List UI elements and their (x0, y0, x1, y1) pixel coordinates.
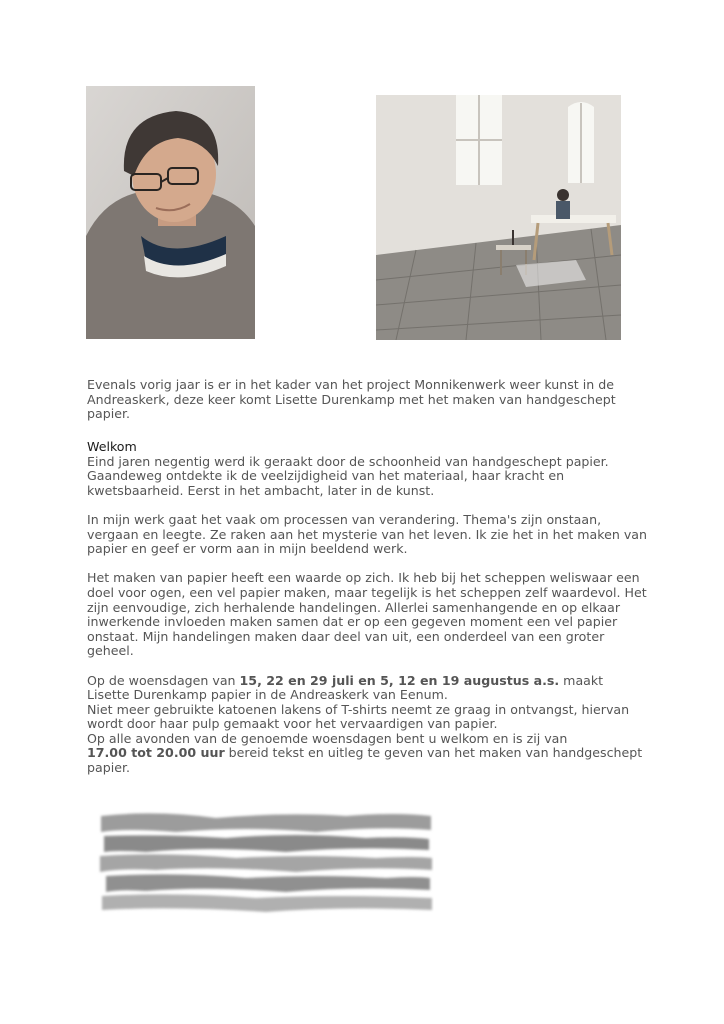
schedule-post-times: bereid tekst en uitleg te geven van het maken van handgeschept papier. (87, 745, 643, 776)
intro-text: Evenals vorig jaar is er in het kader van het project Monnikenwerk weer kunst in de Andreaskerk, deze keer komt Lisette Durenkamp met het maken van handgeschept papier. (87, 377, 616, 422)
portrait-photo-icon (86, 86, 255, 339)
schedule-line-2: Niet meer gebruikte katoenen lakens of T-shirts neemt ze graag in ontvangst, hiervan wordt door haar pulp gemaakt voor het vervaardigen van papier. (87, 701, 630, 732)
paragraph-2: In mijn werk gaat het vaak om processen van verandering. Thema's zijn onstaan, vergaan en leegte. Ze raken aan het mysterie van het leven. Ik zie het in het maken van papier en geef er vorm aan in mijn beeldend werk. (87, 511, 647, 557)
schedule-paragraph (87, 674, 647, 776)
church-interior-icon (376, 95, 621, 340)
schedule-line-3: Op alle avonden van de genoemde woensdagen bent u welkom en is zij van (87, 730, 568, 746)
schedule-pre-dates: Op de woensdagen van (87, 672, 240, 688)
schedule-post-dates: maakt Lisette Durenkamp papier in de Andreaskerk van Eenum. (87, 672, 604, 703)
intro-paragraph (87, 378, 647, 436)
paper-art-image (96, 806, 434, 916)
church-interior-photo (376, 95, 621, 340)
paragraph-1: Eind jaren negentig werd ik geraakt door de schoonheid van handgeschept papier. Gaandeweg ontdekte ik de veelzijdigheid van het materiaal, haar kracht en kwetsbaarheid. Eerst in het ambacht, later in de kunst. (87, 453, 609, 498)
body-text (87, 440, 647, 776)
paragraph-3: Het maken van papier heeft een waarde op zich. Ik heb bij het scheppen weliswaar een doel voor ogen, een vel papier maken, maar tegelijk is het scheppen zelf waardevol. Het zijn eenvoudige, zich herhalende handelingen. Allerlei samenhangende en op elkaar inwerkende invloeden maken samen dat er op een gegeven moment een vel papier onstaat. Mijn handelingen maken daar deel van uit, een onderdeel van een groter geheel. (87, 570, 647, 659)
schedule-times: 17.00 tot 20.00 uur (87, 745, 225, 761)
portrait-photo (86, 86, 255, 339)
torn-paper-strips-icon (96, 806, 434, 916)
schedule-dates: 15, 22 en 29 juli en 5, 12 en 19 augustus a.s. (239, 672, 560, 688)
welcome-heading: Welkom (87, 439, 137, 454)
